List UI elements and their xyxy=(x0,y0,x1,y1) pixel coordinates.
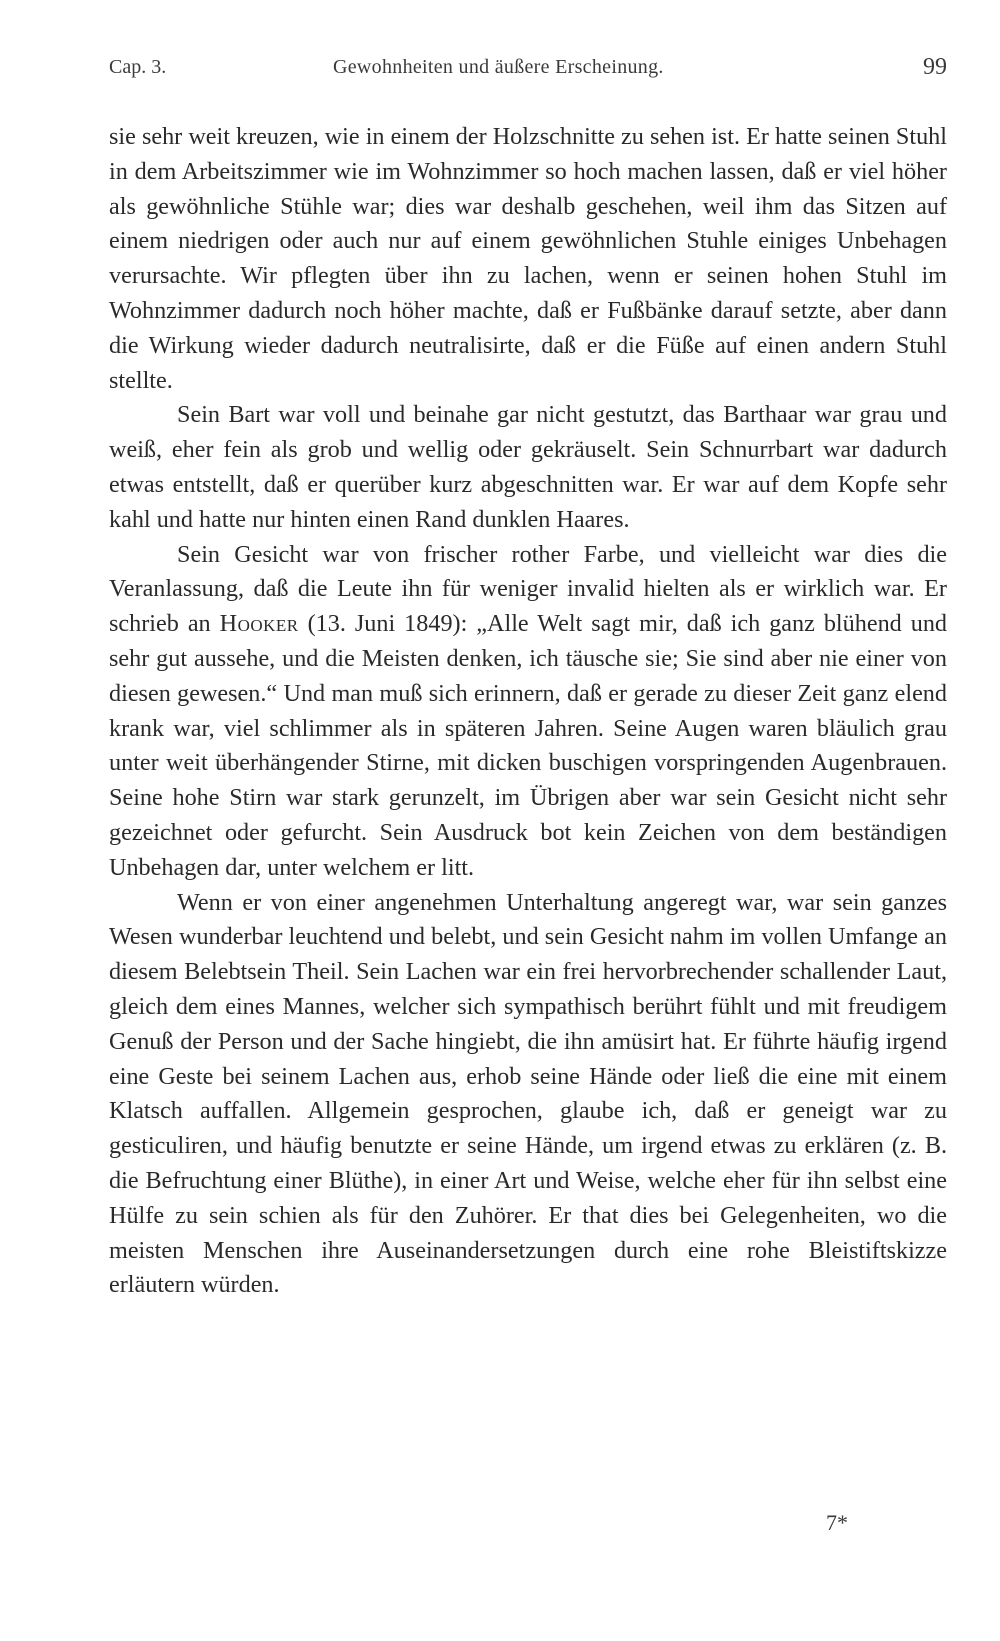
paragraph-3-part-2: (13. Juni 1849): „Alle Welt sagt mir, daß ich ganz blühend und sehr gut aussehe, und die Meisten denken, ich täusche sie; Sie sind aber nie einer von diesen gewesen.“ Und man muß sich erinnern, daß er gerade zu dieser Zeit ganz elend krank war, viel schlimmer als in späteren Jahren. Seine Augen waren bläulich grau unter weit überhängender Stirne, mit dicken buschigen vorspringenden Augenbrauen. Seine hohe Stirn war stark gerunzelt, im Übrigen aber war sein Gesicht nicht sehr gezeichnet oder gefurcht. Sein Ausdruck bot kein Zeichen von dem beständigen Unbehagen dar, unter welchem er litt. xyxy=(109,610,948,881)
paragraph-3 xyxy=(109,538,947,886)
body-text xyxy=(109,120,947,1303)
running-title: Gewohnheiten und äußere Erscheinung. xyxy=(333,56,664,78)
signature-mark: 7* xyxy=(826,1510,848,1535)
page-number: 99 xyxy=(923,54,947,80)
paragraph-3-part-1: Sein Gesicht war von frischer rother Farbe, und vielleicht war dies die Veranlassung, daß die Leute ihn für weniger invalid hielten als er wirklich war. Er schrieb an xyxy=(109,540,947,638)
paragraph-4: Wenn er von einer angenehmen Unterhaltung angeregt war, war sein ganzes Wesen wunderbar leuchtend und belebt, und sein Gesicht nahm im vollen Umfange an diesem Belebtsein Theil. Sein Lachen war ein frei hervorbrechender schallender Laut, gleich dem eines Mannes, welcher sich sympathisch berührt fühlt und mit freudigem Genuß der Person und der Sache hingiebt, die ihn amüsirt hat. Er führte häufig irgend eine Geste bei seinem Lachen aus, erhob seine Hände oder ließ die eine mit einem Klatsch auffallen. Allgemein gesprochen, glaube ich, daß er geneigt war zu gesticuliren, und häufig benutzte er seine Hände, um irgend etwas zu erklären (z. B. die Befruchtung einer Blüthe), in einer Art und Weise, welche eher für ihn selbst eine Hülfe zu sein schien als für den Zuhörer. Er that dies bei Gelegenheiten, wo die meisten Menschen ihre Auseinandersetzungen durch eine rohe Bleistiftskizze erläutern würden. xyxy=(109,888,947,1299)
paragraph-1: sie sehr weit kreuzen, wie in einem der Holzschnitte zu sehen ist. Er hatte seinen Stuhl in dem Arbeitszimmer wie im Wohnzimmer so hoch machen lassen, daß er viel höher als gewöhnliche Stühle war; dies war deshalb geschehen, weil ihm das Sitzen auf einem niedrigen oder auch nur auf einem gewöhnlichen Stuhle einiges Unbehagen verursachte. Wir pflegten über ihn zu lachen, wenn er seinen hohen Stuhl im Wohnzimmer dadurch noch höher machte, daß er Fußbänke darauf setzte, aber dann die Wirkung wieder dadurch neutralisirte, daß er die Füße auf einen andern Stuhl stellte. xyxy=(109,123,947,394)
running-header xyxy=(109,56,947,86)
person-name: Hooker xyxy=(219,610,299,638)
paragraph-2: Sein Bart war voll und beinahe gar nicht gestutzt, das Barthaar war grau und weiß, eher fein als grob und wellig oder gekräuselt. Sein Schnurrbart war dadurch etwas entstellt, daß er querüber kurz abgeschnitten war. Er war auf dem Kopfe sehr kahl und hatte nur hinten einen Rand dunklen Haares. xyxy=(109,401,947,533)
chapter-label: Cap. 3. xyxy=(109,56,167,78)
